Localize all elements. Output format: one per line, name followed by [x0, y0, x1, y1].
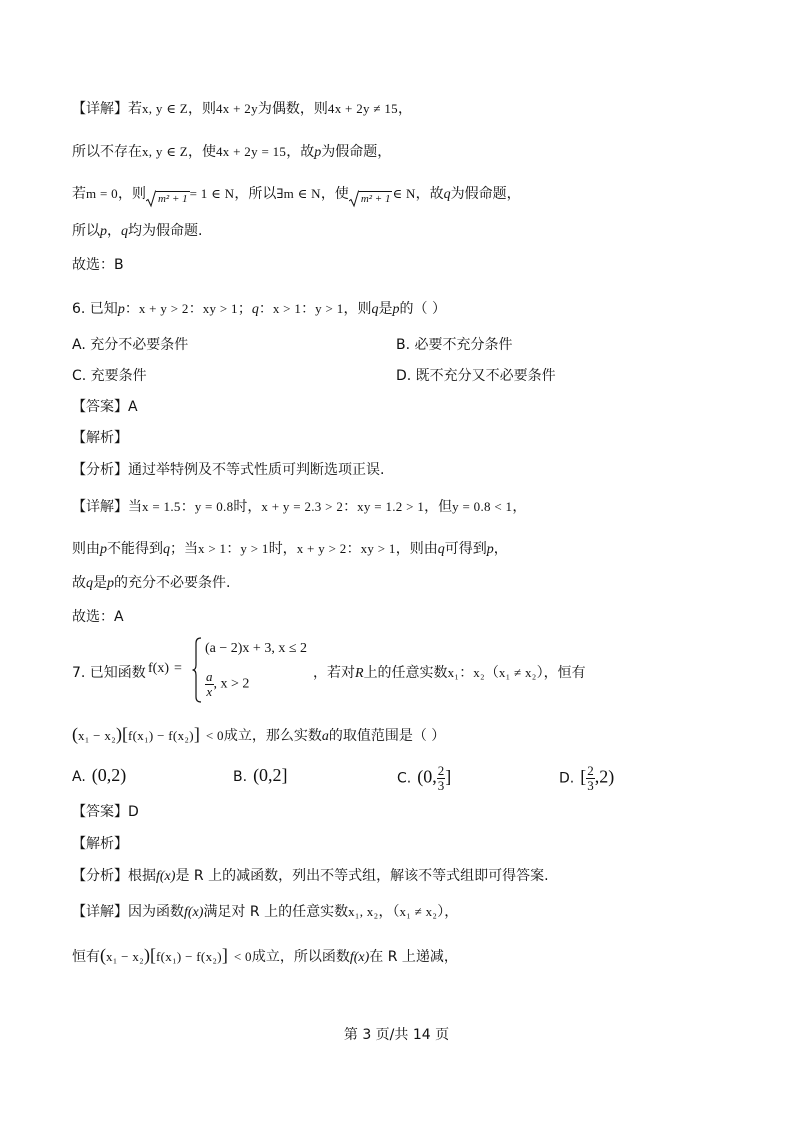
q6-stem: 6. 已知p：x + y > 2：xy > 1；q：x > 1：y > 1，则q是p的（ ）	[72, 301, 446, 317]
sqrt-expression: m² + 1	[349, 188, 393, 208]
q6-option-b: B. 必要不充分条件	[396, 337, 513, 353]
q7-detail-line-1: 【详解】因为函数f(x)满足对 R 上的任意实数x₁, x₂，（x₁ ≠ x₂），	[72, 904, 459, 920]
piecewise-case-2: $\frac{a}{x}$ , x > 2	[206, 669, 250, 699]
q6-option-a: A. 充分不必要条件	[72, 337, 189, 353]
piecewise-case-1: (a − 2)x + 3, x ≤ 2	[205, 641, 308, 656]
q6-detail-line-1: 【详解】当x = 1.5：y = 0.8时，x + y = 2.3 > 2：xy = 1.2 > 1，但y = 0.8 < 1，	[72, 499, 527, 515]
q5-choice: 故选：B	[72, 257, 124, 273]
q5-detail-line-1: 【详解】若x, y ∈ Z，则4x + 2y为偶数，则4x + 2y ≠ 15，	[72, 101, 412, 117]
q6-answer: 【答案】A	[72, 399, 138, 415]
q6-detail-line-2: 则由p不能得到q；当x > 1：y > 1时，x + y > 2：xy > 1，则由q可得到p，	[72, 541, 508, 557]
left-brace	[192, 637, 202, 703]
q6-option-c: C. 充要条件	[72, 368, 147, 384]
q5-detail-line-2: 所以不存在x, y ∈ Z，使4x + 2y = 15，故p为假命题，	[72, 144, 392, 160]
q7-stem-line-2: (x₁ − x₂)[f(x₁) − f(x₂)] < 0成立，那么实数a的取值范围是（ ）	[72, 724, 446, 744]
q7-detail-line-2: 恒有(x₁ − x₂)[f(x₁) − f(x₂)] < 0成立，所以函数f(x)在 R 上递减，	[72, 945, 458, 965]
detail-tag: 【详解】	[72, 101, 128, 117]
q7-answer: 【答案】D	[72, 804, 139, 820]
q7-option-a: A. (0,2)	[72, 765, 127, 785]
q6-choice: 故选：A	[72, 609, 124, 625]
q5-detail-line-3: 若m = 0，则 m² + 1 = 1 ∈ N，所以∃m ∈ N，使 m² + 1 ∈ N，故q为假命题，	[72, 184, 521, 204]
q7-option-c: C. (0, $\frac{2}{3}$ ]	[397, 763, 452, 793]
q6-fenxi: 【分析】通过举特例及不等式性质可判断选项正误.	[72, 462, 385, 478]
q7-fenxi: 【分析】根据f(x)是 R 上的减函数，列出不等式组，解该不等式组即可得答案.	[72, 868, 549, 884]
q5-detail-line-4: 所以p，q均为假命题.	[72, 223, 203, 239]
q7-option-b: B. (0,2]	[233, 765, 288, 785]
q6-analysis-tag: 【解析】	[72, 430, 128, 446]
piecewise-function: f(x) = (a − 2)x + 3, x ≤ 2 $\frac{a}{x}$ , x > 2	[148, 637, 308, 705]
page-footer: 第 3 页/共 14 页	[343, 1027, 450, 1043]
q7-option-d: D. [ $\frac{2}{3}$ ,2)	[559, 763, 615, 793]
sqrt-expression: m² + 1	[146, 188, 190, 208]
q7-stem-rest: ，若对R上的任意实数x₁：x₂（x₁ ≠ x₂），恒有	[313, 665, 586, 681]
q7-analysis-tag: 【解析】	[72, 836, 128, 852]
q6-option-d: D. 既不充分又不必要条件	[396, 368, 556, 384]
q7-stem-prefix: 7. 已知函数	[72, 665, 146, 681]
q6-detail-line-3: 故q是p的充分不必要条件.	[72, 575, 231, 591]
